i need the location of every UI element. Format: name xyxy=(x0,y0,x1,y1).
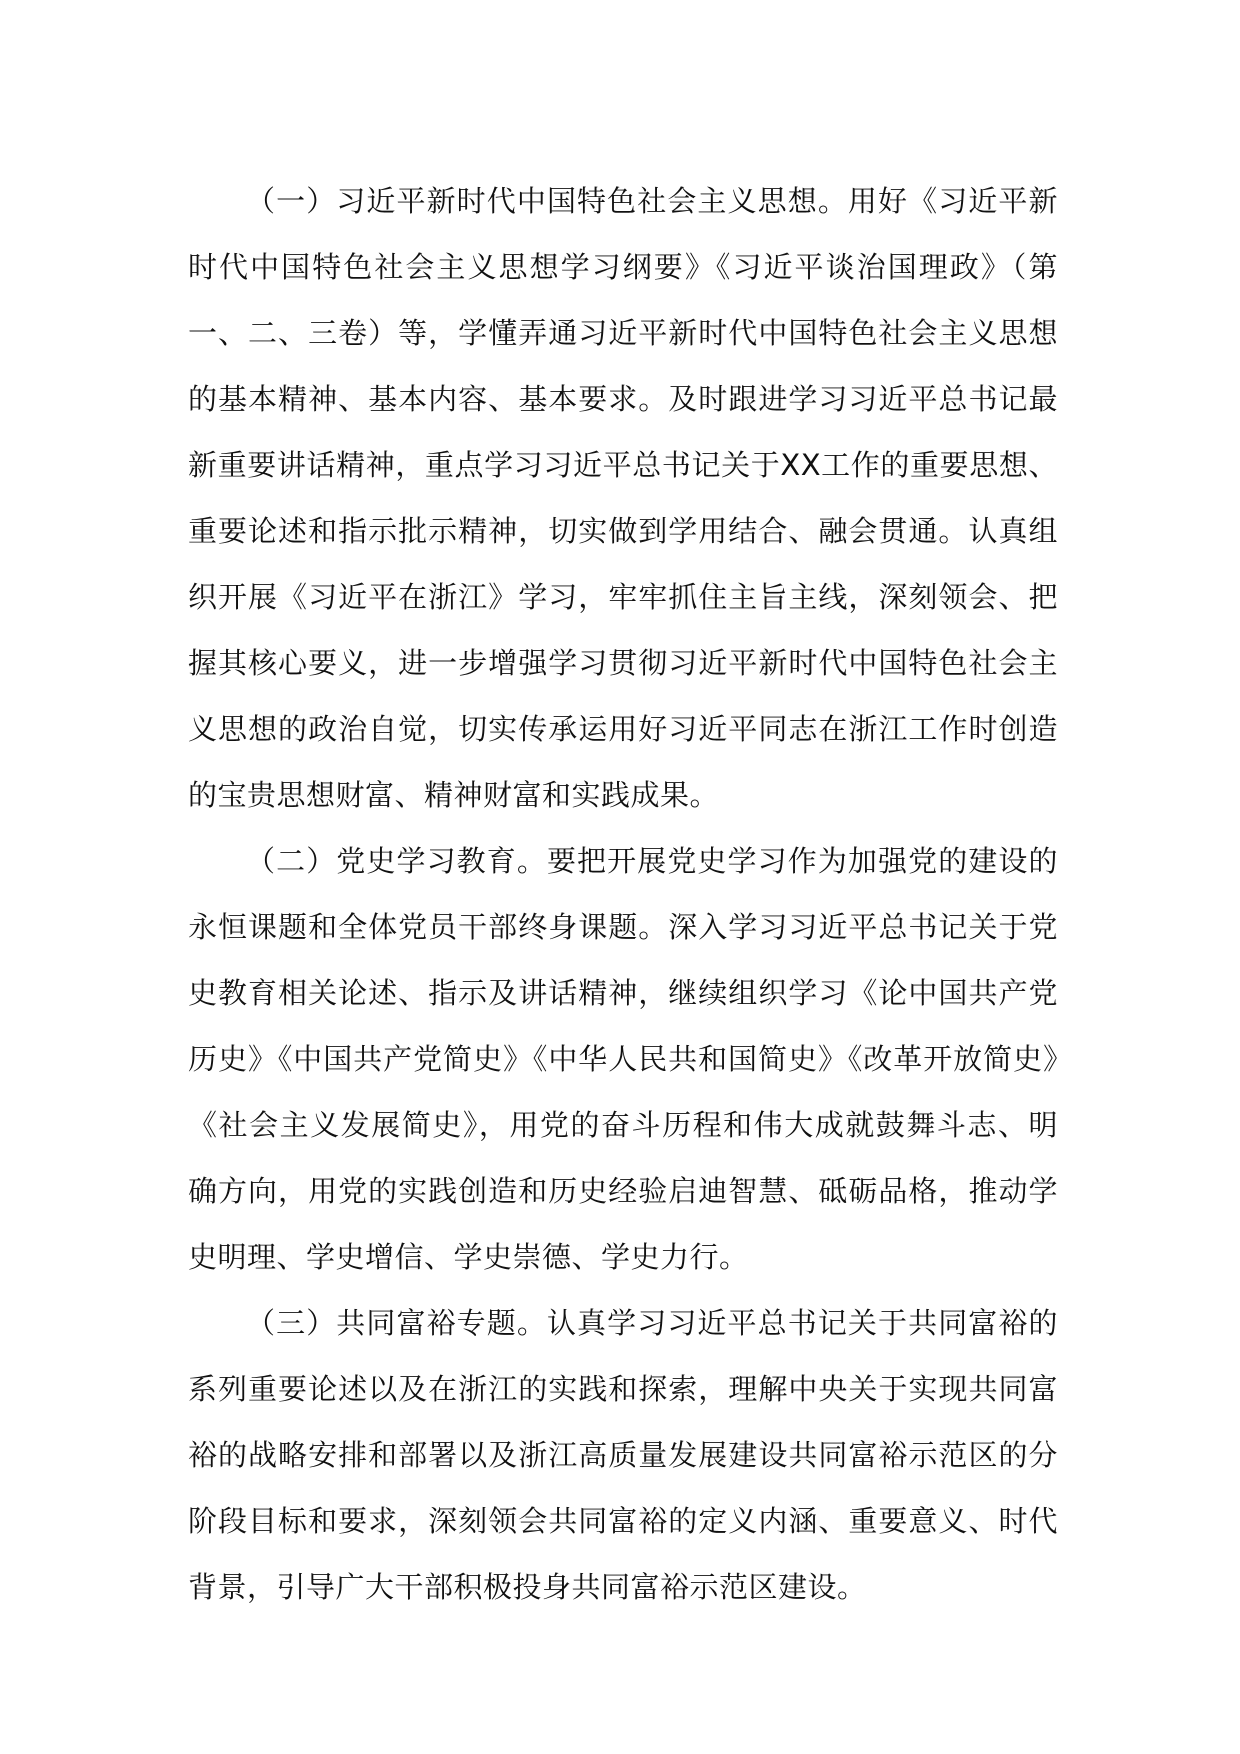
paragraph-thought: （一）习近平新时代中国特色社会主义思想。用好《习近平新时代中国特色社会主义思想学习纲要》《习近平谈治国理政》（第一、二、三卷）等，学懂弄通习近平新时代中国特色社会主义思想的基本精神、基本内容、基本要求。及时跟进学习习近平总书记最新重要讲话精神，重点学习习近平总书记关于XX工作的重要思想、重要论述和指示批示精神，切实做到学用结合、融会贯通。认真组织开展《习近平在浙江》学习，牢牢抓住主旨主线，深刻领会、把握其核心要义，进一步增强学习贯彻习近平新时代中国特色社会主义思想的政治自觉，切实传承运用好习近平同志在浙江工作时创造的宝贵思想财富、精神财富和实践成果。 xyxy=(188,184,1058,812)
paragraph-common-prosperity: （三）共同富裕专题。认真学习习近平总书记关于共同富裕的系列重要论述以及在浙江的实践和探索，理解中央关于实现共同富裕的战略安排和部署以及浙江高质量发展建设共同富裕示范区的分阶段目标和要求，深刻领会共同富裕的定义内涵、重要意义、时代背景，引导广大干部积极投身共同富裕示范区建设。 xyxy=(188,1306,1058,1604)
document-body xyxy=(188,168,1058,1620)
paragraph-party-history: （二）党史学习教育。要把开展党史学习作为加强党的建设的永恒课题和全体党员干部终身课题。深入学习习近平总书记关于党史教育相关论述、指示及讲话精神，继续组织学习《论中国共产党历史》《中国共产党简史》《中华人民共和国简史》《改革开放简史》《社会主义发展简史》，用党的奋斗历程和伟大成就鼓舞斗志、明确方向，用党的实践创造和历史经验启迪智慧、砥砺品格，推动学史明理、学史增信、学史崇德、学史力行。 xyxy=(188,844,1058,1274)
